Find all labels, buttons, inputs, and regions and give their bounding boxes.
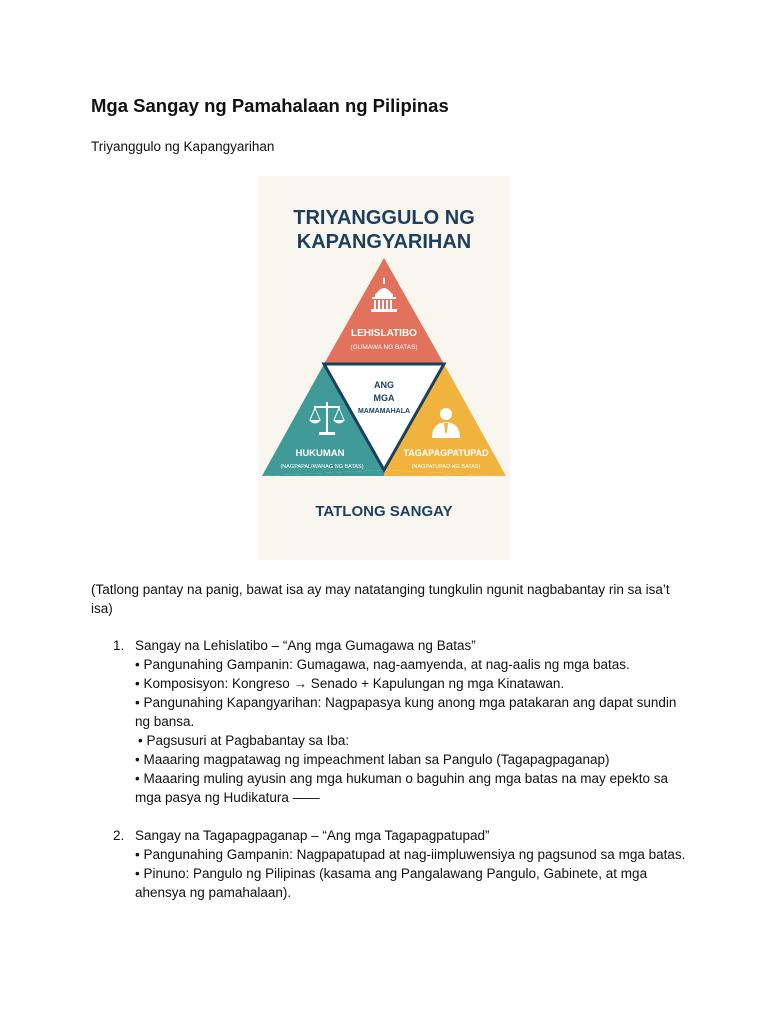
center-line3: MAMAMAHALA [357, 408, 411, 415]
legislative-label: LEHISLATIBO [351, 328, 417, 339]
list-line: • Maaaring magpatawag ng impeachment laban sa Pangulo (Tagapagpaganap) [135, 752, 610, 767]
list-number: 2. [113, 828, 125, 843]
figure-footer: TATLONG SANGAY [315, 503, 453, 520]
list-heading: Sangay na Lehislatibo – “Ang mga Gumagawa ng Batas” [135, 638, 476, 653]
list-line: • Komposisyon: Kongreso → Senado + Kapulungan ng mga Kinatawan. [135, 676, 565, 691]
executive-sublabel: (NAGPATUPAD NG BATAS) [411, 464, 481, 470]
list-item-1 [91, 636, 691, 807]
list-line: • Pangunahing Gampanin: Nagpapatupad at nag-iimpluwensiya ng pagsunod sa mga batas. [135, 847, 686, 862]
list-number: 1. [113, 638, 125, 653]
list-line: • Pangunahing Kapangyarihan: Nagpapasya kung anong mga patakaran ang dapat sundin ng bansa. [135, 695, 677, 729]
list-line: • Maaaring muling ayusin ang mga hukuman o baguhin ang mga batas na may epekto sa mga pasya ng Hudikatura —— [135, 771, 669, 805]
document-title: Mga Sangay ng Pamahalaan ng Pilipinas [91, 95, 449, 116]
figure-heading-line2: KAPANGYARIHAN [296, 231, 472, 253]
list-item-2 [91, 826, 691, 902]
list-line: • Pinuno: Pangulo ng Pilipinas (kasama ang Pangalawang Pangulo, Gabinete, at mga ahensya ng pamahalaan). [135, 866, 648, 900]
document-subtitle: Triyanggulo ng Kapangyarihan [91, 139, 275, 154]
figure-heading-line1: TRIYANGGULO NG [293, 207, 475, 229]
list-line: • Pagsusuri at Pagbabantay sa Iba: [138, 733, 350, 748]
legislative-sublabel: (GUMAWA NG BATAS) [350, 344, 418, 351]
list-line: • Pangunahing Gampanin: Gumagawa, nag-aamyenda, at nag-aalis ng mga batas. [135, 657, 630, 672]
list-heading: Sangay na Tagapagpaganap – “Ang mga Tagapagpatupad” [135, 828, 490, 843]
triangle-infographic [258, 176, 510, 560]
center-line1: ANG [374, 380, 394, 390]
judiciary-label: HUKUMAN [295, 448, 345, 459]
judiciary-sublabel: (NAGPAPALIWANAG NG BATAS) [280, 464, 364, 470]
intro-paragraph: (Tatlong pantay na panig, bawat isa ay may natatanging tungkulin ngunit nagbabantay rin sa isa’t isa) [91, 582, 670, 616]
center-line2: MGA [373, 393, 395, 403]
executive-label: TAGAPAGPATUPAD [403, 448, 489, 458]
